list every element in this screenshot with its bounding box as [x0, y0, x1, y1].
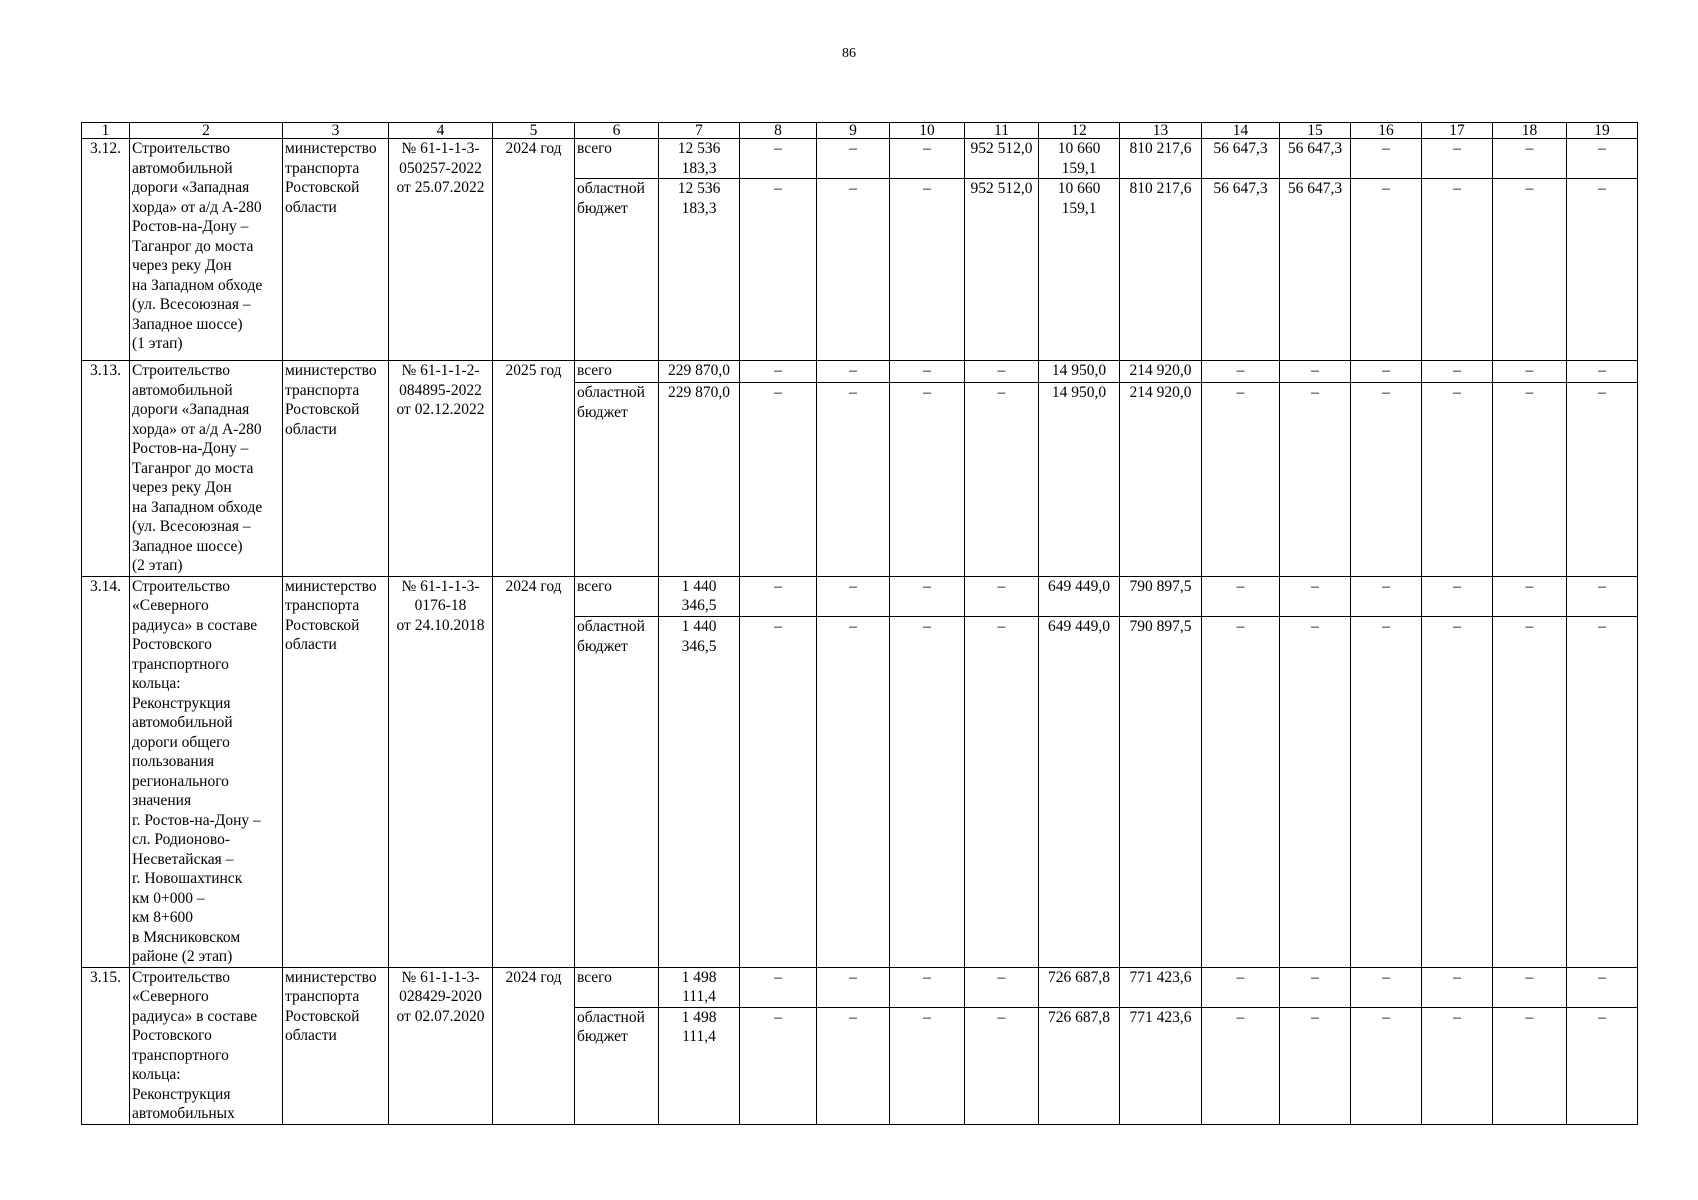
column-header-14: 14	[1202, 123, 1280, 139]
value-col-19: –	[1567, 383, 1638, 576]
value-col-8: –	[740, 361, 817, 383]
budget-table	[81, 122, 1638, 1125]
value-col-16: –	[1351, 967, 1422, 1007]
value-col-11: –	[965, 1007, 1039, 1124]
value-col-14: –	[1202, 967, 1280, 1007]
value-col-18: –	[1493, 383, 1567, 576]
value-col-16: –	[1351, 139, 1422, 179]
funding-source: всего	[575, 576, 659, 617]
value-col-13: 214 920,0	[1120, 361, 1202, 383]
value-col-12: 649 449,0	[1039, 617, 1120, 967]
row-number: 3.12.	[82, 139, 130, 361]
value-col-9: –	[817, 617, 890, 967]
value-col-10: –	[890, 967, 965, 1007]
column-header-19: 19	[1567, 123, 1638, 139]
project-name: Строительство «Северного радиуса» в составе Ростовского транспортного кольца: Реконструкция автомобильной дороги общего пользования регионального значения г. Ростов-на-Дону – сл. Родионово- Несветайская – г. Новошахтинск км 0+000 – км 8+600 в Мясниковском районе (2 этап)	[130, 576, 283, 967]
value-col-17: –	[1422, 179, 1493, 361]
value-col-16: –	[1351, 576, 1422, 617]
column-header-9: 9	[817, 123, 890, 139]
column-header-15: 15	[1280, 123, 1351, 139]
value-col-10: –	[890, 1007, 965, 1124]
value-col-10: –	[890, 139, 965, 179]
value-col-17: –	[1422, 139, 1493, 179]
funding-source: всего	[575, 139, 659, 179]
completion-year: 2024 год	[493, 967, 575, 1124]
value-col-18: –	[1493, 361, 1567, 383]
value-col-15: 56 647,3	[1280, 139, 1351, 179]
value-col-17: –	[1422, 361, 1493, 383]
value-col-17: –	[1422, 576, 1493, 617]
project-name: Строительство автомобильной дороги «Западная хорда» от а/д А-280 Ростов-на-Дону – Таганрог до моста через реку Дон на Западном обходе (ул. Всесоюзная – Западное шоссе) (2 этап)	[130, 361, 283, 577]
document-reference: № 61-1-1-3- 050257-2022 от 25.07.2022	[389, 139, 493, 361]
page-number: 86	[842, 46, 856, 61]
value-col-16: –	[1351, 361, 1422, 383]
value-col-13: 771 423,6	[1120, 1007, 1202, 1124]
completion-year: 2024 год	[493, 139, 575, 361]
column-header-6: 6	[575, 123, 659, 139]
value-col-8: –	[740, 617, 817, 967]
value-col-13: 771 423,6	[1120, 967, 1202, 1007]
value-col-10: –	[890, 179, 965, 361]
value-col-9: –	[817, 179, 890, 361]
value-col-19: –	[1567, 1007, 1638, 1124]
table-row	[82, 139, 1638, 179]
value-col-7: 1 498 111,4	[659, 967, 740, 1007]
responsible-organization: министерство транспорта Ростовской области	[283, 576, 389, 967]
value-col-12: 10 660 159,1	[1039, 139, 1120, 179]
row-number: 3.13.	[82, 361, 130, 577]
value-col-7: 12 536 183,3	[659, 139, 740, 179]
value-col-12: 10 660 159,1	[1039, 179, 1120, 361]
value-col-11: 952 512,0	[965, 179, 1039, 361]
value-col-14: –	[1202, 1007, 1280, 1124]
column-header-3: 3	[283, 123, 389, 139]
value-col-16: –	[1351, 383, 1422, 576]
value-col-7: 1 440 346,5	[659, 576, 740, 617]
column-header-18: 18	[1493, 123, 1567, 139]
column-header-4: 4	[389, 123, 493, 139]
value-col-11: –	[965, 617, 1039, 967]
value-col-9: –	[817, 383, 890, 576]
column-header-7: 7	[659, 123, 740, 139]
value-col-15: –	[1280, 1007, 1351, 1124]
document-reference: № 61-1-1-2- 084895-2022 от 02.12.2022	[389, 361, 493, 577]
header-row	[82, 123, 1638, 139]
value-col-14: –	[1202, 617, 1280, 967]
value-col-14: 56 647,3	[1202, 139, 1280, 179]
responsible-organization: министерство транспорта Ростовской области	[283, 967, 389, 1124]
table-row	[82, 361, 1638, 383]
table-row	[82, 576, 1638, 617]
value-col-13: 810 217,6	[1120, 179, 1202, 361]
column-header-16: 16	[1351, 123, 1422, 139]
value-col-10: –	[890, 576, 965, 617]
column-header-12: 12	[1039, 123, 1120, 139]
value-col-19: –	[1567, 576, 1638, 617]
value-col-14: –	[1202, 361, 1280, 383]
value-col-12: 14 950,0	[1039, 383, 1120, 576]
value-col-9: –	[817, 576, 890, 617]
value-col-14: 56 647,3	[1202, 179, 1280, 361]
responsible-organization: министерство транспорта Ростовской области	[283, 139, 389, 361]
funding-source: всего	[575, 967, 659, 1007]
value-col-17: –	[1422, 383, 1493, 576]
value-col-12: 726 687,8	[1039, 967, 1120, 1007]
value-col-17: –	[1422, 617, 1493, 967]
value-col-10: –	[890, 383, 965, 576]
value-col-11: 952 512,0	[965, 139, 1039, 179]
value-col-19: –	[1567, 967, 1638, 1007]
value-col-19: –	[1567, 139, 1638, 179]
responsible-organization: министерство транспорта Ростовской области	[283, 361, 389, 577]
column-header-2: 2	[130, 123, 283, 139]
value-col-15: –	[1280, 967, 1351, 1007]
completion-year: 2024 год	[493, 576, 575, 967]
value-col-13: 214 920,0	[1120, 383, 1202, 576]
funding-source: областной бюджет	[575, 383, 659, 576]
value-col-15: –	[1280, 576, 1351, 617]
value-col-15: 56 647,3	[1280, 179, 1351, 361]
value-col-18: –	[1493, 967, 1567, 1007]
funding-source: областной бюджет	[575, 1007, 659, 1124]
value-col-11: –	[965, 967, 1039, 1007]
value-col-15: –	[1280, 361, 1351, 383]
document-reference: № 61-1-1-3- 0176-18 от 24.10.2018	[389, 576, 493, 967]
project-name: Строительство автомобильной дороги «Западная хорда» от а/д А-280 Ростов-на-Дону – Таганрог до моста через реку Дон на Западном обходе (ул. Всесоюзная – Западное шоссе) (1 этап)	[130, 139, 283, 361]
row-number: 3.14.	[82, 576, 130, 967]
value-col-12: 649 449,0	[1039, 576, 1120, 617]
value-col-12: 14 950,0	[1039, 361, 1120, 383]
value-col-8: –	[740, 576, 817, 617]
value-col-19: –	[1567, 361, 1638, 383]
column-header-5: 5	[493, 123, 575, 139]
value-col-9: –	[817, 139, 890, 179]
value-col-15: –	[1280, 617, 1351, 967]
value-col-7: 12 536 183,3	[659, 179, 740, 361]
value-col-7: 1 440 346,5	[659, 617, 740, 967]
row-number: 3.15.	[82, 967, 130, 1124]
value-col-16: –	[1351, 179, 1422, 361]
value-col-14: –	[1202, 383, 1280, 576]
value-col-7: 229 870,0	[659, 361, 740, 383]
value-col-13: 810 217,6	[1120, 139, 1202, 179]
value-col-16: –	[1351, 1007, 1422, 1124]
column-header-10: 10	[890, 123, 965, 139]
value-col-9: –	[817, 1007, 890, 1124]
column-header-17: 17	[1422, 123, 1493, 139]
value-col-9: –	[817, 361, 890, 383]
value-col-11: –	[965, 576, 1039, 617]
value-col-8: –	[740, 383, 817, 576]
value-col-8: –	[740, 139, 817, 179]
table-row	[82, 967, 1638, 1007]
column-header-11: 11	[965, 123, 1039, 139]
value-col-13: 790 897,5	[1120, 617, 1202, 967]
value-col-18: –	[1493, 139, 1567, 179]
value-col-10: –	[890, 361, 965, 383]
value-col-7: 1 498 111,4	[659, 1007, 740, 1124]
completion-year: 2025 год	[493, 361, 575, 577]
value-col-8: –	[740, 179, 817, 361]
value-col-13: 790 897,5	[1120, 576, 1202, 617]
value-col-18: –	[1493, 617, 1567, 967]
value-col-10: –	[890, 617, 965, 967]
value-col-19: –	[1567, 617, 1638, 967]
document-reference: № 61-1-1-3- 028429-2020 от 02.07.2020	[389, 967, 493, 1124]
value-col-17: –	[1422, 1007, 1493, 1124]
value-col-17: –	[1422, 967, 1493, 1007]
value-col-15: –	[1280, 383, 1351, 576]
column-header-1: 1	[82, 123, 130, 139]
column-header-8: 8	[740, 123, 817, 139]
value-col-14: –	[1202, 576, 1280, 617]
column-header-13: 13	[1120, 123, 1202, 139]
value-col-18: –	[1493, 179, 1567, 361]
value-col-18: –	[1493, 576, 1567, 617]
value-col-8: –	[740, 967, 817, 1007]
value-col-18: –	[1493, 1007, 1567, 1124]
funding-source: всего	[575, 361, 659, 383]
value-col-7: 229 870,0	[659, 383, 740, 576]
value-col-12: 726 687,8	[1039, 1007, 1120, 1124]
value-col-19: –	[1567, 179, 1638, 361]
value-col-9: –	[817, 967, 890, 1007]
funding-source: областной бюджет	[575, 179, 659, 361]
value-col-11: –	[965, 361, 1039, 383]
funding-source: областной бюджет	[575, 617, 659, 967]
value-col-8: –	[740, 1007, 817, 1124]
value-col-11: –	[965, 383, 1039, 576]
project-name: Строительство «Северного радиуса» в составе Ростовского транспортного кольца: Реконструкция автомобильных	[130, 967, 283, 1124]
value-col-16: –	[1351, 617, 1422, 967]
